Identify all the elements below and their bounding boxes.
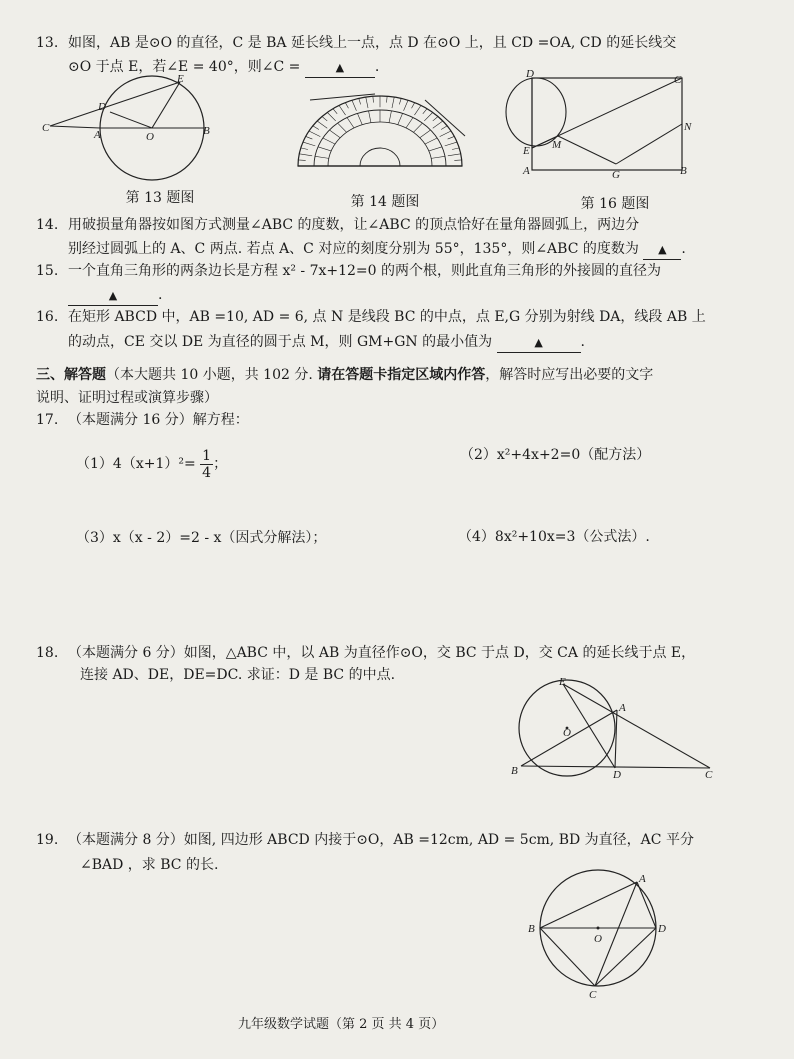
- fig13-label-a: A: [94, 129, 101, 141]
- protractor-tick: [423, 109, 427, 114]
- protractor-inner-tick: [429, 147, 442, 151]
- q13-line1: 如图，AB 是⊙O 的直径，C 是 BA 延长线上一点，点 D 在⊙O 上，且 CD =OA, CD 的延长线交: [68, 35, 677, 51]
- protractor-tick: [303, 142, 315, 146]
- protractor-inner-tick: [406, 118, 413, 128]
- protractor-tick: [333, 109, 337, 114]
- fig16-label-d: D: [526, 68, 534, 80]
- protractor-tick: [412, 103, 415, 109]
- protractor-inner-tick: [318, 147, 331, 151]
- protractor-tick: [317, 121, 327, 128]
- figure-13: [40, 72, 270, 182]
- protractor-inner-tick: [431, 156, 445, 158]
- fig19-label-b: B: [528, 923, 535, 935]
- figure-16: [498, 68, 698, 181]
- protractor-tick: [299, 154, 312, 156]
- q13-line2: ⊙O 于点 E，若∠E = 40°，则∠C = ▲ .: [68, 58, 379, 78]
- caption-16: 第 16 题图: [580, 196, 650, 212]
- protractor-tick: [399, 98, 401, 104]
- q18-line1: （本题满分 6 分）如图，△ABC 中，以 AB 为直径作⊙O，交 BC 于点 D，交 CA 的延长线于点 E，: [68, 645, 696, 661]
- q13-answer-blank: ▲: [305, 58, 375, 78]
- q14-number: 14.: [36, 217, 59, 233]
- protractor-inner-tick: [357, 113, 362, 124]
- page-footer: 九年级数学试题（第 2 页 共 4 页）: [238, 1017, 445, 1032]
- q17-fraction: $\frac{1}{4}$: [202, 447, 212, 481]
- q17-part4: （4）8x²+10x=3（公式法）.: [458, 529, 650, 545]
- q15-line1: 一个直角三角形的两条边长是方程 x² - 7x+12=0 的两个根，则此直角三角形的外接圆的直径为: [68, 263, 662, 279]
- protractor-tick: [387, 96, 388, 102]
- q19-line2: ∠BAD ，求 BC 的长.: [80, 857, 219, 873]
- caption-13: 第 13 题图: [125, 190, 195, 206]
- protractor-tick: [424, 112, 432, 121]
- protractor-tick: [433, 121, 443, 128]
- q16-line2: 的动点，CE 交以 DE 为直径的圆于点 M，则 GM+GN 的最小值为 ▲ .: [68, 333, 585, 353]
- protractor-tick: [352, 100, 356, 111]
- q18-number: 18.: [36, 645, 59, 661]
- protractor-tick: [345, 103, 348, 109]
- protractor-tick: [339, 105, 346, 115]
- protractor-tick: [448, 154, 461, 156]
- q15-line2: ▲ .: [68, 286, 162, 306]
- q19-line1: （本题满分 8 分）如图, 四边形 ABCD 内接于⊙O，AB =12cm, AD = 5cm, BD 为直径，AC 平分: [68, 832, 694, 848]
- q18-line2: 连接 AD、DE，DE=DC. 求证：D 是 BC 的中点.: [80, 667, 396, 683]
- protractor-tick: [452, 148, 459, 150]
- section3-line2: 说明、证明过程或演算步骤）: [36, 390, 218, 406]
- fig16-label-n: N: [684, 121, 692, 133]
- q19-number: 19.: [36, 832, 59, 848]
- protractor-tick: [298, 160, 305, 161]
- q17-part1: （1）4（x+1）²= $\frac{1}{4}$ ；: [76, 447, 228, 481]
- q15-number: 15.: [36, 263, 59, 279]
- fig16-label-e: E: [523, 145, 530, 157]
- fig19-label-d: D: [658, 923, 666, 935]
- fig16-label-a: A: [523, 165, 530, 177]
- fig16-label-m: M: [552, 139, 562, 151]
- fig18-label-c: C: [705, 769, 713, 781]
- protractor-tick: [433, 117, 438, 121]
- protractor-inner-tick: [398, 113, 403, 124]
- q17-part3: （3）x（x - 2）=2 - x（因式分解法）；: [76, 530, 327, 546]
- protractor-tick: [414, 105, 421, 115]
- q16-number: 16.: [36, 309, 59, 325]
- fig18-label-e: E: [559, 676, 566, 688]
- fig18-label-a: A: [619, 702, 626, 714]
- protractor-tick: [440, 131, 451, 137]
- protractor-tick: [445, 142, 457, 146]
- fig19-label-c: C: [589, 989, 597, 1001]
- protractor-inner-tick: [420, 130, 431, 138]
- q17-head: （本题满分 16 分）解方程：: [68, 412, 249, 428]
- protractor-tick: [359, 98, 361, 104]
- protractor-tick: [301, 148, 308, 150]
- protractor-tick: [392, 97, 394, 108]
- q14-answer-blank: ▲: [643, 240, 681, 260]
- q14-line1: 用破损量角器按如图方式测量∠ABC 的度数，让∠ABC 的顶点恰好在量角器圆弧上，两边分: [68, 217, 640, 233]
- protractor-tick: [448, 136, 455, 139]
- fig16-label-c: C: [674, 74, 682, 86]
- fig19-label-o: O: [594, 933, 602, 945]
- q17-number: 17.: [36, 412, 59, 428]
- protractor-tick: [454, 160, 461, 161]
- fig18-label-o: O: [563, 727, 571, 739]
- protractor-tick: [366, 97, 368, 108]
- protractor-inner-tick: [323, 138, 335, 144]
- fig13-label-b: B: [203, 125, 210, 137]
- protractor-inner-tick: [413, 123, 422, 132]
- q15-answer-blank: ▲: [68, 286, 158, 306]
- q16-line1: 在矩形 ABCD 中，AB =10, AD = 6, 点 N 是线段 BC 的中点，点 E,G 分别为射线 DA，线段 AB 上: [68, 309, 706, 325]
- fig16-label-g: G: [612, 169, 620, 181]
- protractor-tick: [441, 126, 447, 130]
- fig19-label-a: A: [639, 873, 646, 885]
- fig13-label-o: O: [146, 131, 154, 143]
- protractor-inner-tick: [347, 118, 354, 128]
- protractor-tick: [309, 131, 320, 137]
- section3-header: 三、解答题（本大题共 10 小题，共 102 分. 请在答题卡指定区域内作答，解答时应写出必要的文字: [36, 367, 654, 383]
- q13-number: 13.: [36, 35, 59, 51]
- figure-14-protractor: [290, 86, 470, 176]
- fig13-label-e: E: [177, 73, 184, 85]
- fig13-label-c: C: [42, 122, 50, 134]
- protractor-inner-tick: [338, 123, 347, 132]
- protractor-tick: [313, 126, 319, 130]
- q17-part2: （2）x²+4x+2=0（配方法）: [460, 447, 651, 463]
- protractor-inner-tick: [315, 156, 329, 158]
- protractor-inner-tick: [425, 138, 437, 144]
- protractor-inner-tick: [389, 111, 391, 123]
- fig18-label-b: B: [511, 765, 518, 777]
- figure-19: [523, 866, 673, 1001]
- protractor-tick: [373, 96, 374, 102]
- caption-14: 第 14 题图: [350, 194, 420, 210]
- protractor-tick: [322, 117, 327, 121]
- figure-18: [505, 676, 725, 786]
- q14-line2: 别经过圆弧上的 A、C 两点. 若点 A、C 对应的刻度分别为 55°，135°，则∠ABC 的度数为 ▲ .: [68, 240, 686, 260]
- protractor-inner-tick: [369, 111, 371, 123]
- protractor-tick: [327, 112, 335, 121]
- q16-answer-blank: ▲: [497, 333, 581, 353]
- fig18-label-d: D: [613, 769, 621, 781]
- protractor-inner-tick: [329, 130, 340, 138]
- protractor-tick: [306, 136, 313, 139]
- protractor-tick: [404, 100, 408, 111]
- fig13-label-d: D: [98, 101, 106, 113]
- fig16-label-b: B: [680, 165, 687, 177]
